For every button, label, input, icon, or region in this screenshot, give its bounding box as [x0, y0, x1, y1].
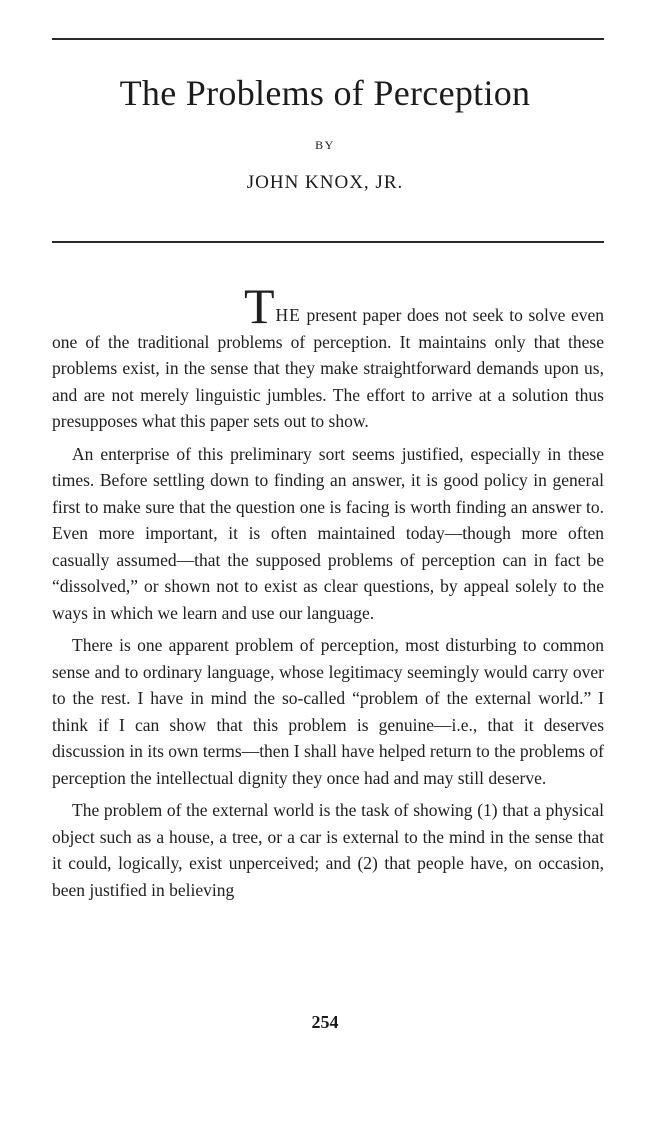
byline: BY	[315, 138, 335, 152]
drop-cap-smallcaps: HE	[275, 305, 301, 325]
top-rule	[52, 38, 604, 40]
page-number: 254	[311, 1012, 339, 1032]
article-body	[52, 278, 604, 909]
drop-cap: T	[244, 278, 275, 334]
article-title: The Problems of Perception	[119, 73, 531, 113]
paragraph-2: An enterprise of this preliminary sort seems justified, especially in these times. Before settling down to finding an answer, it is good policy in general first to make sure that the question one is facing is worth finding an answer to. Even more important, it is often maintained today—though more often casually assumed—that the supposed problems of perception can in fact be “dissolved,” or shown not to exist as clear questions, by appeal solely to the ways in which we learn and use our language.	[52, 443, 604, 623]
paragraph-1-text: present paper does not seek to solve even one of the traditional problems of perception. It maintains only that these problems exist, in the sense that they make straightforward demands upon us, and are not merely linguistic jumbles. The effort to arrive at a solution thus presupposes what this paper sets out to show.	[52, 305, 604, 431]
author-name: JOHN KNOX, JR.	[246, 172, 404, 193]
header-bottom-rule	[52, 241, 604, 243]
paragraph-1	[52, 278, 604, 435]
paragraph-4: The problem of the external world is the task of showing (1) that a physical object such as a house, a tree, or a car is external to the mind in the sense that it could, logically, exist unperceived; and (2) that people have, on occasion, been justified in believing	[52, 800, 604, 900]
paragraph-3: There is one apparent problem of perception, most disturbing to common sense and to ordinary language, whose legitimacy seemingly would carry over to the rest. I have in mind the so-called “problem of the external world.” I think if I can show that this problem is genuine—i.e., that it deserves discussion in its own terms—then I shall have helped return to the problems of perception the intellectual dignity they once had and may still deserve.	[52, 635, 604, 788]
